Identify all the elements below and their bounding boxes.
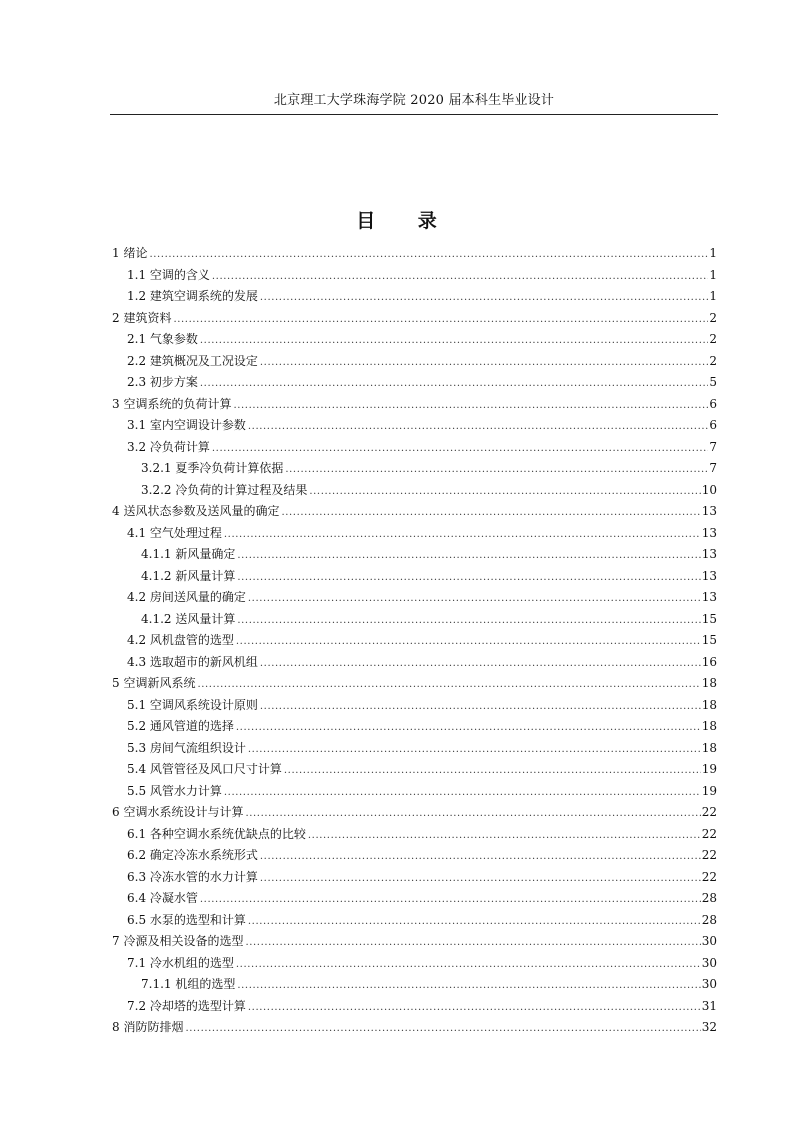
toc-dot-leader — [260, 352, 708, 374]
toc-page-number: 22 — [701, 805, 717, 819]
toc-entry[interactable] — [112, 523, 717, 545]
toc-entry[interactable] — [112, 673, 717, 695]
toc-entry-label: 7.1.1 机组的选型 — [141, 977, 236, 991]
toc-entry[interactable] — [112, 888, 717, 910]
toc-dot-leader — [237, 567, 700, 589]
toc-entry[interactable] — [112, 265, 717, 287]
toc-dot-leader — [233, 395, 708, 417]
toc-dot-leader — [245, 803, 700, 825]
toc-page-number: 13 — [701, 547, 717, 561]
toc-page-number: 2 — [709, 353, 717, 368]
toc-entry-label: 5 空调新风系统 — [112, 676, 196, 690]
toc-dot-leader — [237, 545, 700, 567]
toc-entry-label: 4.1.2 送风量计算 — [141, 611, 236, 626]
toc-dot-leader — [308, 825, 701, 847]
toc-entry-label: 5.2 通风管道的选择 — [127, 719, 234, 733]
toc-dot-leader — [248, 416, 708, 438]
toc-page-number: 13 — [701, 568, 717, 583]
toc-page-number: 7 — [709, 461, 717, 475]
toc-page-number: 1 — [709, 246, 717, 260]
toc-entry[interactable] — [112, 652, 717, 674]
toc-dot-leader — [260, 696, 701, 718]
toc-page-number: 22 — [701, 848, 717, 862]
toc-entry[interactable] — [112, 974, 717, 996]
toc-entry[interactable] — [112, 953, 717, 975]
toc-dot-leader — [236, 954, 701, 976]
toc-entry[interactable] — [112, 630, 717, 652]
toc-entry[interactable] — [112, 437, 717, 459]
toc-dot-leader — [248, 997, 701, 1019]
toc-entry[interactable] — [112, 415, 717, 437]
toc-page-number: 18 — [701, 740, 717, 755]
toc-entry-label: 6.1 各种空调水系统优缺点的比较 — [127, 826, 306, 841]
toc-entry-label: 3.2.1 夏季冷负荷计算依据 — [141, 461, 284, 475]
toc-dot-leader — [224, 782, 701, 804]
toc-page-number: 1 — [709, 267, 717, 282]
table-of-contents — [112, 243, 717, 1039]
toc-entry-label: 2 建筑资料 — [112, 310, 172, 325]
toc-page-number: 18 — [701, 697, 717, 712]
toc-entry-label: 1.2 建筑空调系统的发展 — [127, 289, 258, 303]
toc-entry-label: 7.2 冷却塔的选型计算 — [127, 998, 246, 1013]
toc-dot-leader — [248, 739, 701, 761]
toc-entry[interactable] — [112, 609, 717, 631]
toc-entry-label: 2.2 建筑概况及工况设定 — [127, 353, 258, 368]
toc-entry[interactable] — [112, 394, 717, 416]
toc-entry[interactable] — [112, 845, 717, 867]
toc-page-number: 5 — [709, 375, 717, 389]
toc-dot-leader — [281, 502, 700, 524]
toc-dot-leader — [200, 330, 708, 352]
toc-entry[interactable] — [112, 867, 717, 889]
toc-entry-label: 4.1.2 新风量计算 — [141, 568, 236, 583]
toc-entry[interactable] — [112, 458, 717, 480]
toc-entry[interactable] — [112, 931, 717, 953]
toc-page-number: 32 — [701, 1020, 717, 1034]
toc-entry[interactable] — [112, 716, 717, 738]
toc-entry-label: 3.1 室内空调设计参数 — [127, 418, 246, 432]
toc-entry[interactable] — [112, 286, 717, 308]
page-header: 北京理工大学珠海学院 2020 届本科生毕业设计 — [273, 93, 555, 108]
toc-page-number: 2 — [709, 332, 717, 346]
toc-entry[interactable] — [112, 824, 717, 846]
toc-page-number: 13 — [701, 525, 717, 540]
toc-dot-leader — [260, 287, 708, 309]
toc-dot-leader — [284, 760, 701, 782]
toc-entry-label: 8 消防防排烟 — [112, 1020, 184, 1034]
toc-dot-leader — [236, 717, 701, 739]
toc-dot-leader — [260, 653, 701, 675]
toc-dot-leader — [173, 309, 708, 331]
toc-page-number: 15 — [701, 633, 717, 647]
toc-dot-leader — [149, 244, 708, 266]
toc-page-number: 13 — [701, 590, 717, 604]
toc-entry-label: 4 送风状态参数及送风量的确定 — [112, 504, 280, 518]
header-divider — [110, 114, 718, 115]
toc-dot-leader — [236, 631, 701, 653]
toc-page-number: 22 — [701, 826, 717, 841]
toc-page-number: 10 — [701, 482, 717, 497]
toc-entry[interactable] — [112, 329, 717, 351]
toc-entry-label: 7.1 冷水机组的选型 — [127, 955, 234, 970]
toc-entry-label: 2.3 初步方案 — [127, 375, 198, 389]
toc-entry-label: 1.1 空调的含义 — [127, 267, 210, 282]
toc-entry[interactable] — [112, 243, 717, 265]
toc-dot-leader — [285, 459, 708, 481]
toc-entry-label: 2.1 气象参数 — [127, 332, 198, 346]
toc-dot-leader — [245, 932, 700, 954]
toc-dot-leader — [309, 481, 700, 503]
toc-entry-label: 5.4 风管管径及风口尺寸计算 — [127, 762, 282, 776]
toc-page-number: 19 — [701, 783, 717, 798]
toc-page-number: 30 — [701, 977, 717, 991]
toc-page-number: 18 — [701, 676, 717, 690]
toc-page-number: 19 — [701, 762, 717, 776]
toc-entry[interactable] — [112, 910, 717, 932]
toc-dot-leader — [200, 889, 701, 911]
toc-page-number: 30 — [701, 955, 717, 970]
toc-page-number: 30 — [701, 934, 717, 948]
toc-entry[interactable] — [112, 544, 717, 566]
toc-entry-label: 4.1 空气处理过程 — [127, 525, 222, 540]
toc-entry-label: 1 绪论 — [112, 246, 148, 260]
toc-page-number: 16 — [701, 654, 717, 669]
toc-entry[interactable] — [112, 1017, 717, 1039]
toc-entry-label: 3.2 冷负荷计算 — [127, 439, 210, 454]
toc-dot-leader — [185, 1018, 700, 1040]
toc-entry-label: 5.3 房间气流组织设计 — [127, 740, 246, 755]
toc-entry-label: 7 冷源及相关设备的选型 — [112, 934, 244, 948]
toc-dot-leader — [248, 911, 701, 933]
toc-entry-label: 6 空调水系统设计与计算 — [112, 805, 244, 819]
toc-dot-leader — [260, 868, 701, 890]
toc-entry-label: 3.2.2 冷负荷的计算过程及结果 — [141, 482, 308, 497]
toc-dot-leader — [212, 438, 708, 460]
toc-entry[interactable] — [112, 372, 717, 394]
toc-dot-leader — [200, 373, 708, 395]
toc-dot-leader — [212, 266, 708, 288]
toc-entry-label: 4.1.1 新风量确定 — [141, 547, 236, 561]
toc-entry[interactable] — [112, 695, 717, 717]
toc-entry-label: 4.3 选取超市的新风机组 — [127, 654, 258, 669]
toc-dot-leader — [248, 588, 701, 610]
toc-entry-label: 4.2 风机盘管的选型 — [127, 633, 234, 647]
toc-dot-leader — [224, 524, 701, 546]
toc-entry-label: 5.1 空调风系统设计原则 — [127, 697, 258, 712]
toc-page-number: 7 — [709, 439, 717, 454]
toc-entry-label: 6.2 确定冷冻水系统形式 — [127, 848, 258, 862]
toc-entry-label: 6.3 冷冻水管的水力计算 — [127, 869, 258, 884]
toc-page-number: 1 — [709, 289, 717, 303]
toc-entry-label: 6.4 冷凝水管 — [127, 891, 198, 905]
toc-entry[interactable] — [112, 802, 717, 824]
toc-page-number: 28 — [701, 912, 717, 927]
toc-page-number: 6 — [709, 396, 717, 411]
toc-entry[interactable] — [112, 996, 717, 1018]
toc-page-number: 15 — [701, 611, 717, 626]
toc-dot-leader — [260, 846, 701, 868]
toc-page-number: 22 — [701, 869, 717, 884]
toc-entry-label: 6.5 水泵的选型和计算 — [127, 912, 246, 927]
toc-entry[interactable] — [112, 781, 717, 803]
toc-entry-label: 3 空调系统的负荷计算 — [112, 396, 232, 411]
toc-title: 目 录 — [356, 210, 455, 232]
toc-page-number: 13 — [701, 504, 717, 518]
toc-entry[interactable] — [112, 501, 717, 523]
toc-dot-leader — [237, 610, 700, 632]
toc-dot-leader — [237, 975, 700, 997]
toc-dot-leader — [197, 674, 700, 696]
toc-entry[interactable] — [112, 480, 717, 502]
toc-page-number: 2 — [709, 310, 717, 325]
toc-entry[interactable] — [112, 351, 717, 373]
toc-entry[interactable] — [112, 587, 717, 609]
toc-page-number: 18 — [701, 719, 717, 733]
toc-entry[interactable] — [112, 566, 717, 588]
toc-entry-label: 5.5 风管水力计算 — [127, 783, 222, 798]
toc-entry-label: 4.2 房间送风量的确定 — [127, 590, 246, 604]
toc-entry[interactable] — [112, 759, 717, 781]
toc-entry[interactable] — [112, 308, 717, 330]
toc-entry[interactable] — [112, 738, 717, 760]
toc-page-number: 6 — [709, 418, 717, 432]
toc-page-number: 28 — [701, 891, 717, 905]
toc-page-number: 31 — [701, 998, 717, 1013]
